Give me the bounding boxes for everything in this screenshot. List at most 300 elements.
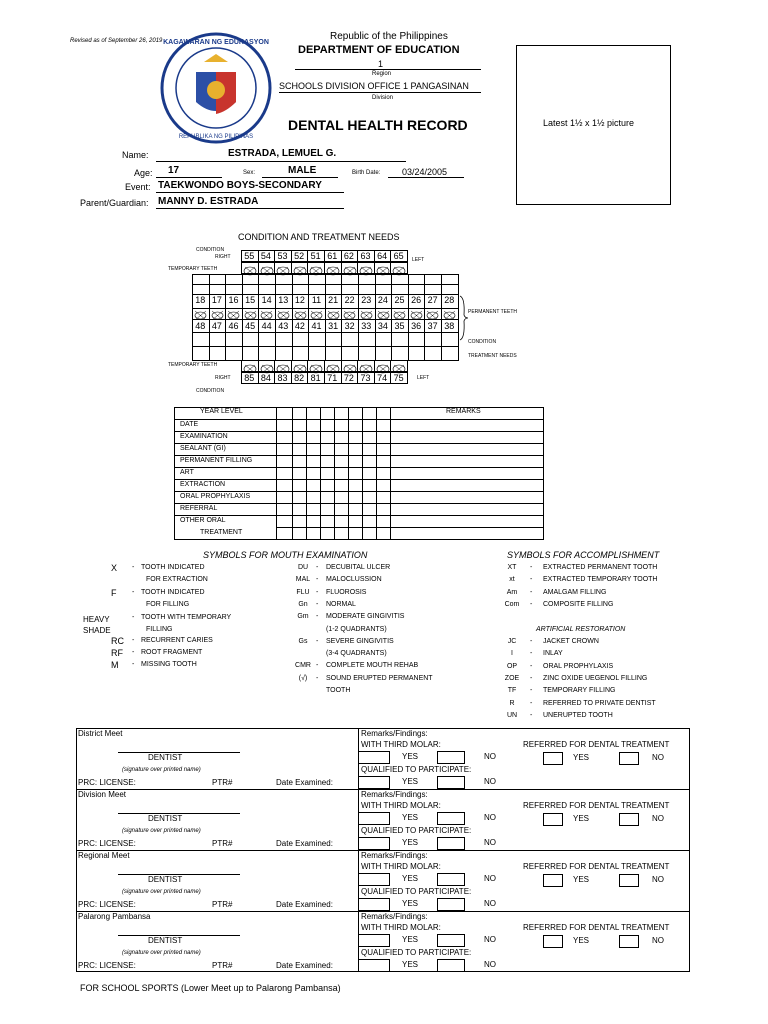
tooth-surface-upper: [442, 308, 457, 326]
tooth-number: 42: [294, 321, 305, 331]
perm-cell[interactable]: [375, 346, 393, 361]
tooth-surface[interactable]: [390, 262, 408, 274]
symbol-code: Gs: [298, 637, 308, 645]
tooth-number: 65: [393, 251, 404, 261]
tooth-number: 17: [211, 295, 222, 305]
exam-cell[interactable]: [320, 527, 335, 540]
symbol-dash: -: [530, 588, 533, 596]
region-label: Region: [372, 71, 392, 77]
symbol-code: MAL: [295, 576, 311, 584]
tooth-surface[interactable]: [258, 262, 276, 274]
accomp-desc: EXTRACTED PERMANENT TOOTH: [543, 564, 658, 571]
artificial-desc: ZINC OXIDE UEGENOL FILLING: [543, 674, 648, 682]
symbol-code: FLU: [296, 588, 310, 596]
photo-box[interactable]: [516, 45, 671, 205]
meet-name: District Meet: [78, 729, 123, 738]
tooth-number: 24: [377, 295, 388, 305]
dentist-label: DENTIST: [148, 753, 183, 762]
tooth-surface[interactable]: [241, 360, 259, 372]
tooth-surface[interactable]: [341, 360, 359, 372]
symbol-dash: -: [132, 614, 135, 621]
artificial-code: TF: [507, 687, 517, 695]
no-label: NO: [484, 935, 496, 944]
tooth-number: 64: [377, 251, 388, 261]
chart-left-top: LEFT: [412, 257, 425, 263]
symbols-accomp-title: SYMBOLS FOR ACCOMPLISHMENT: [507, 550, 660, 560]
division-label: Division: [372, 95, 394, 101]
artificial-title: ARTIFICIAL RESTORATION: [536, 626, 626, 633]
yes-label: YES: [402, 960, 419, 969]
symbol-dash: -: [316, 576, 319, 584]
third-molar-label: WITH THIRD MOLAR:: [361, 740, 441, 749]
qualified-label: QUALIFIED TO PARTICIPATE:: [361, 826, 472, 835]
exam-cell[interactable]: [362, 527, 377, 540]
qualified-yes-box[interactable]: [358, 959, 390, 972]
qualified-no-box[interactable]: [437, 776, 465, 789]
symbol-desc: MODERATE GINGIVITIS: [326, 613, 405, 621]
department-label: DEPARTMENT OF EDUCATION: [298, 44, 460, 56]
referred-no-box[interactable]: [619, 813, 639, 826]
perm-cell[interactable]: [225, 346, 243, 361]
tooth-surface[interactable]: [357, 262, 375, 274]
accomp-desc: COMPOSITE FILLING: [543, 600, 614, 608]
symbol-dash: -: [132, 564, 135, 571]
date-examined-label: Date Examined:: [276, 839, 333, 848]
exam-cell[interactable]: [348, 527, 363, 540]
perm-cell[interactable]: [192, 332, 210, 347]
symbol-code: SHADE: [83, 626, 111, 635]
name-label: Name:: [122, 150, 149, 160]
exam-table[interactable]: [174, 407, 543, 541]
artificial-code: I: [511, 650, 513, 658]
perm-cell[interactable]: [424, 346, 442, 361]
tooth-number: 83: [277, 373, 288, 383]
referred-label: REFERRED FOR DENTAL TREATMENT: [523, 862, 670, 871]
perm-cell[interactable]: [341, 332, 359, 347]
revised-date: Revised as of September 26, 2019: [70, 38, 163, 44]
tooth-surface-upper: [259, 308, 274, 326]
exam-row-label: ART: [180, 469, 194, 476]
tooth-surface-upper: [193, 308, 208, 326]
symbol-desc: TOOTH: [326, 687, 351, 694]
perm-cell[interactable]: [308, 346, 326, 361]
qualified-no-box[interactable]: [437, 837, 465, 850]
qualified-no-box[interactable]: [437, 959, 465, 972]
exam-row-label: DATE: [180, 421, 199, 428]
tooth-number: 36: [411, 321, 422, 331]
republic-label: Republic of the Philippines: [330, 31, 448, 42]
symbol-dash: -: [530, 650, 533, 658]
lower-temp-grid[interactable]: [241, 360, 407, 384]
perm-cell[interactable]: [225, 332, 243, 347]
yes-label: YES: [402, 752, 419, 761]
tooth-number: 41: [311, 321, 322, 331]
third-molar-yes-box[interactable]: [358, 751, 390, 764]
chart-temp-top: TEMPORARY TEETH: [168, 266, 218, 272]
exam-row-label: EXTRACTION: [180, 481, 226, 488]
qualified-no-box[interactable]: [437, 898, 465, 911]
symbol-code: F: [111, 588, 117, 598]
perm-cell[interactable]: [325, 332, 343, 347]
yes-label: YES: [402, 935, 419, 944]
signature-caption: (signature over printed name): [122, 889, 201, 895]
tooth-number: 61: [327, 251, 338, 261]
perm-cell[interactable]: [441, 346, 459, 361]
symbol-dash: -: [530, 662, 533, 670]
perm-cell[interactable]: [292, 332, 310, 347]
symbol-dash: -: [132, 649, 135, 656]
symbol-desc: FOR FILLING: [146, 601, 190, 608]
perm-cell[interactable]: [292, 346, 310, 361]
tooth-surface-upper: [210, 308, 225, 326]
remarks-label: Remarks/Findings:: [361, 851, 428, 860]
deped-seal: [160, 32, 272, 144]
perm-cell[interactable]: [441, 332, 459, 347]
tooth-number: 52: [294, 251, 305, 261]
exam-cell[interactable]: [276, 527, 293, 540]
chart-condition-bottom: CONDITION: [196, 388, 225, 394]
tooth-number: 82: [294, 373, 305, 383]
perm-cell[interactable]: [275, 332, 293, 347]
tooth-number: 12: [294, 295, 305, 305]
chart-right-top: RIGHT: [215, 254, 231, 260]
tooth-surface[interactable]: [341, 262, 359, 274]
tooth-number: 55: [244, 251, 255, 261]
tooth-number: 81: [310, 373, 321, 383]
artificial-code: R: [509, 699, 515, 707]
tooth-surface-upper: [425, 308, 440, 326]
perm-cell[interactable]: [391, 346, 409, 361]
tooth-number: 23: [361, 295, 372, 305]
exam-row-label: SEALANT (GI): [180, 445, 226, 452]
tooth-surface-upper: [409, 308, 424, 326]
symbol-desc: TOOTH WITH TEMPORARY: [141, 614, 232, 621]
chart-condition-top: CONDITION: [196, 247, 225, 253]
perm-cell[interactable]: [192, 346, 210, 361]
artificial-desc: REFERRED TO PRIVATE DENTIST: [543, 699, 656, 707]
perm-cell[interactable]: [341, 346, 359, 361]
third-molar-yes-box[interactable]: [358, 934, 390, 947]
no-label: NO: [484, 777, 496, 786]
chart-temp-bottom: TEMPORARY TEETH: [168, 362, 218, 368]
tooth-surface[interactable]: [374, 360, 392, 372]
referred-no-box[interactable]: [619, 874, 639, 887]
tooth-surface[interactable]: [241, 262, 259, 274]
tooth-number: 62: [343, 251, 354, 261]
tooth-number: 28: [444, 295, 455, 305]
tooth-surface[interactable]: [291, 262, 309, 274]
tooth-surface-upper: [359, 308, 374, 326]
yes-label: YES: [573, 753, 590, 762]
exam-remarks-header: REMARKS: [446, 408, 481, 415]
perm-cell[interactable]: [209, 332, 227, 347]
tooth-number: 48: [195, 321, 206, 331]
no-label: NO: [652, 753, 664, 762]
symbol-code: (√): [298, 674, 308, 682]
ptr-label: PTR#: [212, 961, 233, 970]
tooth-surface[interactable]: [324, 360, 342, 372]
tooth-number: 54: [260, 251, 271, 261]
perm-cell[interactable]: [275, 346, 293, 361]
no-label: NO: [652, 875, 664, 884]
permanent-grid[interactable]: [192, 274, 458, 360]
name-value[interactable]: ESTRADA, LEMUEL G.: [228, 148, 337, 159]
symbol-desc: COMPLETE MOUTH REHAB: [326, 662, 419, 670]
perm-cell[interactable]: [242, 346, 260, 361]
event-value[interactable]: TAEKWONDO BOYS-SECONDARY: [158, 180, 322, 191]
tooth-surface-upper: [243, 308, 258, 326]
perm-cell[interactable]: [408, 346, 426, 361]
exam-row-label: REFERRAL: [180, 505, 218, 512]
tooth-surface-upper: [376, 308, 391, 326]
artificial-code: UN: [506, 711, 518, 719]
third-molar-no-box[interactable]: [437, 873, 465, 886]
exam-cell[interactable]: [334, 527, 349, 540]
prc-label: PRC: LICENSE:: [78, 961, 136, 970]
chart-treatment-label: TREATMENT NEEDS: [468, 353, 517, 359]
perm-cell[interactable]: [358, 346, 376, 361]
yes-label: YES: [402, 777, 419, 786]
tooth-number: 15: [245, 295, 256, 305]
yes-label: YES: [402, 813, 419, 822]
symbol-desc: ROOT FRAGMENT: [141, 649, 203, 656]
symbol-code: DU: [297, 564, 309, 571]
perm-cell[interactable]: [408, 332, 426, 347]
symbol-desc: SOUND ERUPTED PERMANENT: [326, 674, 433, 682]
birth-value[interactable]: 03/24/2005: [402, 167, 448, 177]
exam-cell[interactable]: [292, 527, 307, 540]
tooth-surface[interactable]: [324, 262, 342, 274]
third-molar-no-box[interactable]: [437, 934, 465, 947]
referred-no-box[interactable]: [619, 752, 639, 765]
no-label: NO: [652, 814, 664, 823]
yes-label: YES: [573, 875, 590, 884]
third-molar-label: WITH THIRD MOLAR:: [361, 862, 441, 871]
symbol-dash: -: [316, 564, 319, 571]
perm-cell[interactable]: [358, 332, 376, 347]
symbol-desc: FILLING: [146, 626, 173, 633]
tooth-surface[interactable]: [258, 360, 276, 372]
exam-row-label: EXAMINATION: [180, 433, 228, 440]
tooth-number: 73: [360, 373, 371, 383]
symbol-desc: TOOTH INDICATED: [141, 564, 205, 571]
tooth-surface-upper: [326, 308, 341, 326]
symbol-desc: TOOTH INDICATED: [141, 589, 205, 596]
ptr-label: PTR#: [212, 839, 233, 848]
no-label: NO: [484, 813, 496, 822]
symbol-code: RC: [111, 636, 124, 646]
perm-cell[interactable]: [258, 346, 276, 361]
remarks-label: Remarks/Findings:: [361, 729, 428, 738]
third-molar-no-box[interactable]: [437, 812, 465, 825]
third-molar-yes-box[interactable]: [358, 812, 390, 825]
sex-value[interactable]: MALE: [288, 165, 317, 176]
tooth-number: 72: [343, 373, 354, 383]
yes-label: YES: [402, 899, 419, 908]
symbol-dash: -: [316, 588, 319, 596]
ptr-label: PTR#: [212, 900, 233, 909]
third-molar-yes-box[interactable]: [358, 873, 390, 886]
accomp-code: XT: [507, 564, 517, 571]
symbol-dash: -: [316, 600, 319, 608]
chart-title: CONDITION AND TREATMENT NEEDS: [238, 232, 400, 242]
tooth-number: 14: [261, 295, 272, 305]
perm-cell[interactable]: [209, 346, 227, 361]
accomp-code: Am: [506, 588, 518, 596]
accomp-code: xt: [509, 576, 515, 584]
symbol-desc: FLUOROSIS: [326, 588, 367, 596]
photo-label: Latest 1½ x 1½ picture: [543, 118, 635, 128]
symbol-dash: -: [530, 687, 533, 695]
prc-label: PRC: LICENSE:: [78, 900, 136, 909]
perm-cell[interactable]: [325, 346, 343, 361]
referred-yes-box[interactable]: [543, 935, 563, 948]
symbol-code: X: [111, 563, 118, 573]
perm-cell[interactable]: [308, 332, 326, 347]
tooth-surface[interactable]: [374, 262, 392, 274]
third-molar-label: WITH THIRD MOLAR:: [361, 923, 441, 932]
symbol-dash: -: [530, 564, 533, 571]
prc-label: PRC: LICENSE:: [78, 839, 136, 848]
tooth-number: 84: [260, 373, 271, 383]
qualified-label: QUALIFIED TO PARTICIPATE:: [361, 765, 472, 774]
accomp-desc: EXTRACTED TEMPORARY TOOTH: [543, 576, 658, 584]
svg-text:REPUBLIKA NG PILIPINAS: REPUBLIKA NG PILIPINAS: [178, 134, 254, 140]
svg-text:KAGAWARAN NG EDUKASYON: KAGAWARAN NG EDUKASYON: [163, 39, 269, 46]
exam-row-label: OTHER ORAL: [180, 517, 226, 524]
meet-name: Palarong Pambansa: [78, 912, 151, 921]
perm-cell[interactable]: [242, 332, 260, 347]
symbol-dash: -: [316, 662, 319, 670]
chart-condition-mid: CONDITION: [468, 339, 497, 345]
tooth-number: 47: [211, 321, 222, 331]
qualified-label: QUALIFIED TO PARTICIPATE:: [361, 948, 472, 957]
qualified-label: QUALIFIED TO PARTICIPATE:: [361, 887, 472, 896]
signature-caption: (signature over printed name): [122, 767, 201, 773]
artificial-desc: JACKET CROWN: [543, 638, 599, 645]
tooth-number: 51: [310, 251, 321, 261]
referred-yes-box[interactable]: [543, 813, 563, 826]
symbol-code: HEAVY: [83, 615, 110, 624]
referred-label: REFERRED FOR DENTAL TREATMENT: [523, 801, 670, 810]
symbol-dash: -: [530, 576, 533, 584]
tooth-number: 11: [311, 295, 322, 305]
tooth-number: 71: [327, 373, 338, 383]
permanent-brace: [459, 295, 469, 341]
symbol-dash: -: [316, 637, 319, 645]
tooth-number: 27: [427, 295, 438, 305]
symbol-dash: -: [530, 674, 533, 682]
third-molar-no-box[interactable]: [437, 751, 465, 764]
tooth-surface[interactable]: [291, 360, 309, 372]
symbol-dash: -: [530, 711, 533, 719]
symbol-code: M: [111, 660, 119, 670]
tooth-surface-upper: [276, 308, 291, 326]
dentist-label: DENTIST: [148, 875, 183, 884]
accomp-desc: AMALGAM FILLING: [543, 588, 607, 596]
exam-year-header: YEAR LEVEL: [200, 408, 243, 415]
perm-cell[interactable]: [391, 332, 409, 347]
tooth-number: 13: [278, 295, 289, 305]
tooth-surface[interactable]: [357, 360, 375, 372]
qualified-yes-box[interactable]: [358, 776, 390, 789]
referred-yes-box[interactable]: [543, 874, 563, 887]
symbol-desc: (3-4 QUADRANTS): [326, 650, 387, 658]
upper-temp-grid[interactable]: [241, 250, 407, 274]
tooth-surface[interactable]: [307, 360, 325, 372]
symbol-desc: NORMAL: [326, 600, 356, 608]
tooth-number: 33: [361, 321, 372, 331]
symbol-dash: -: [316, 674, 319, 682]
exam-cell[interactable]: [376, 527, 391, 540]
third-molar-label: WITH THIRD MOLAR:: [361, 801, 441, 810]
exam-cell[interactable]: [306, 527, 321, 540]
qualified-yes-box[interactable]: [358, 898, 390, 911]
referred-no-box[interactable]: [619, 935, 639, 948]
referred-yes-box[interactable]: [543, 752, 563, 765]
tooth-surface[interactable]: [307, 262, 325, 274]
tooth-number: 18: [195, 295, 206, 305]
exam-row-label: PERMANENT FILLING: [180, 457, 253, 464]
exam-cell[interactable]: [390, 527, 544, 540]
page-title: DENTAL HEALTH RECORD: [288, 117, 468, 133]
age-label: Age:: [134, 168, 153, 178]
symbol-desc: FOR EXTRACTION: [146, 576, 208, 583]
symbol-desc: DECUBITAL ULCER: [326, 564, 391, 571]
tooth-number: 53: [277, 251, 288, 261]
tooth-surface[interactable]: [274, 360, 292, 372]
guardian-label: Parent/Guardian:: [80, 198, 149, 208]
tooth-surface-upper: [293, 308, 308, 326]
tooth-number: 21: [328, 295, 339, 305]
symbols-exam-title: SYMBOLS FOR MOUTH EXAMINATION: [203, 550, 368, 560]
yes-label: YES: [402, 874, 419, 883]
qualified-yes-box[interactable]: [358, 837, 390, 850]
tooth-number: 16: [228, 295, 239, 305]
tooth-number: 74: [377, 373, 388, 383]
chart-permanent-label: PERMANENT TEETH: [468, 309, 517, 315]
dentist-label: DENTIST: [148, 936, 183, 945]
symbol-desc: MISSING TOOTH: [141, 661, 197, 668]
symbol-desc: (1-2 QUADRANTS): [326, 625, 387, 633]
perm-cell[interactable]: [424, 332, 442, 347]
signature-caption: (signature over printed name): [122, 950, 201, 956]
no-label: NO: [484, 874, 496, 883]
tooth-surface[interactable]: [274, 262, 292, 274]
event-label: Event:: [125, 182, 151, 192]
no-label: NO: [484, 838, 496, 847]
symbol-code: Gm: [297, 613, 309, 621]
no-label: NO: [484, 960, 496, 969]
symbol-desc: MALOCLUSSION: [326, 576, 382, 584]
date-examined-label: Date Examined:: [276, 778, 333, 787]
artificial-desc: INLAY: [543, 650, 563, 658]
age-value[interactable]: 17: [168, 165, 180, 176]
yes-label: YES: [573, 814, 590, 823]
perm-cell[interactable]: [375, 332, 393, 347]
guardian-value[interactable]: MANNY D. ESTRADA: [158, 196, 259, 207]
meet-name: Regional Meet: [78, 851, 130, 860]
ptr-label: PTR#: [212, 778, 233, 787]
tooth-number: 31: [328, 321, 339, 331]
perm-cell[interactable]: [258, 332, 276, 347]
tooth-surface-upper: [342, 308, 357, 326]
chart-right-bottom: RIGHT: [215, 375, 231, 381]
tooth-surface[interactable]: [390, 360, 408, 372]
sex-label: Sex:: [243, 170, 256, 176]
symbol-desc: RECURRENT CARIES: [141, 637, 213, 644]
referred-label: REFERRED FOR DENTAL TREATMENT: [523, 923, 670, 932]
